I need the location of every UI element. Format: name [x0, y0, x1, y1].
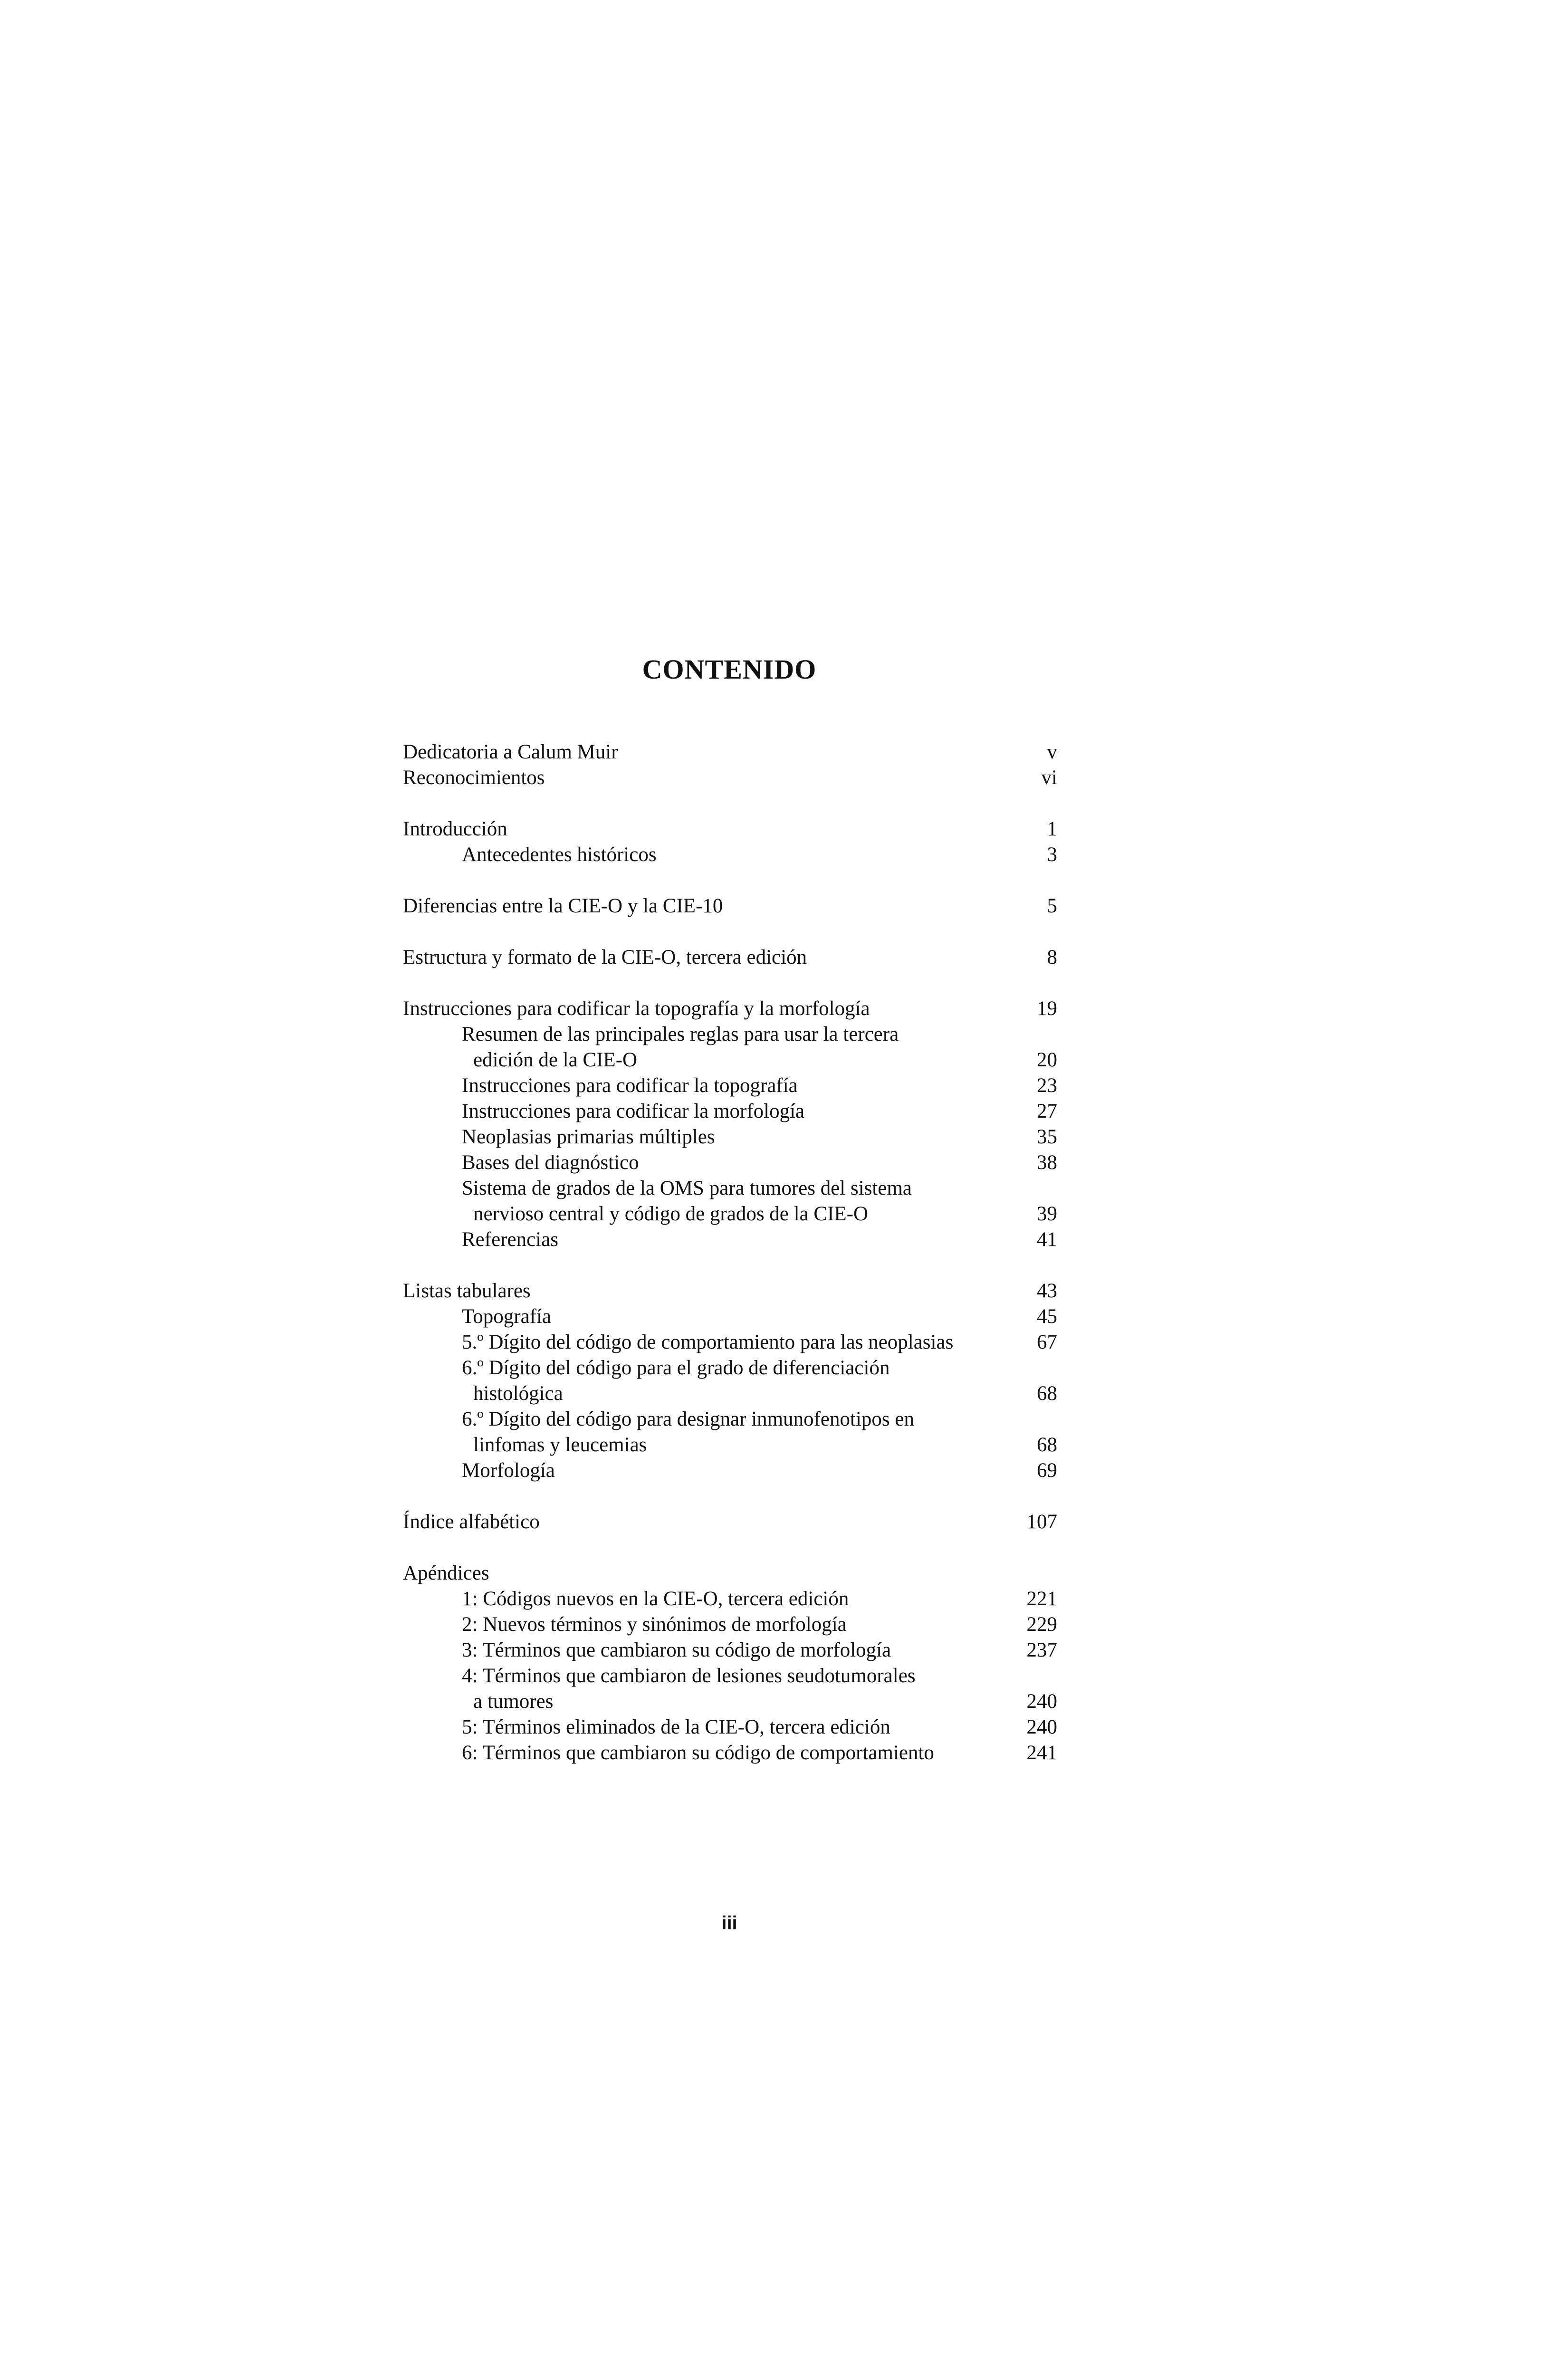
toc-entry-page-number: 20 [1037, 1049, 1057, 1071]
toc-entry-title: Neoplasias primarias múltiples [462, 1126, 715, 1148]
section-gap [403, 791, 1057, 816]
section-gap [403, 919, 1057, 945]
toc-entry-title: nervioso central y código de grados de la CIE-O [473, 1203, 869, 1225]
toc-entry-title: Instrucciones para codificar la topografía [462, 1074, 798, 1097]
toc-entry [403, 1176, 1057, 1201]
toc-entry-page-number: 221 [1026, 1588, 1057, 1610]
toc-entry-title: 6.º Dígito del código para designar inmunofenotipos en [462, 1408, 914, 1430]
toc-entry-page-number: 229 [1026, 1613, 1057, 1636]
toc-entry [403, 816, 1057, 842]
toc-entry-page-number: vi [1041, 766, 1057, 789]
toc-entry-title: Apéndices [403, 1562, 489, 1584]
toc-entry [403, 842, 1057, 868]
toc-entry-title: 6: Términos que cambiaron su código de comportamiento [462, 1742, 934, 1764]
toc-entry-title: 4: Términos que cambiaron de lesiones seudotumorales [462, 1665, 916, 1687]
toc-entry [403, 1663, 1057, 1689]
toc-entry-title: Instrucciones para codificar la morfología [462, 1100, 805, 1122]
toc-entry-page-number: v [1047, 741, 1057, 763]
toc-entry [403, 739, 1057, 765]
toc-entry-page-number: 23 [1037, 1074, 1057, 1097]
toc-entry [403, 1458, 1057, 1484]
toc-entry-page-number: 107 [1026, 1511, 1057, 1533]
toc-entry [403, 1432, 1057, 1458]
toc-entry-page-number: 27 [1037, 1100, 1057, 1122]
toc-entry-title: a tumores [473, 1690, 554, 1713]
toc-entry [403, 1612, 1057, 1638]
page-title: CONTENIDO [642, 654, 817, 685]
toc-entry [403, 1355, 1057, 1381]
table-of-contents [403, 739, 1057, 1766]
toc-entry-title: Diferencias entre la CIE-O y la CIE-10 [403, 895, 723, 917]
toc-entry [403, 945, 1057, 970]
toc-entry [403, 1638, 1057, 1663]
toc-entry [403, 1073, 1057, 1099]
section-gap [403, 1253, 1057, 1278]
toc-entry [403, 1740, 1057, 1766]
toc-entry [403, 1150, 1057, 1176]
toc-entry-title: Listas tabulares [403, 1280, 531, 1302]
toc-entry-page-number: 1 [1047, 818, 1057, 840]
toc-entry-title: Referencias [462, 1228, 558, 1251]
toc-entry-title: 5.º Dígito del código de comportamiento para las neoplasias [462, 1331, 954, 1353]
toc-entry-page-number: 3 [1047, 843, 1057, 866]
section-gap [403, 970, 1057, 996]
page-number: iii [721, 1913, 737, 1934]
toc-entry-page-number: 5 [1047, 895, 1057, 917]
toc-entry-page-number: 240 [1026, 1690, 1057, 1713]
toc-entry-page-number: 69 [1037, 1459, 1057, 1482]
toc-entry-page-number: 68 [1037, 1382, 1057, 1405]
toc-entry [403, 1689, 1057, 1715]
toc-entry [403, 1124, 1057, 1150]
toc-entry-title: 1: Códigos nuevos en la CIE-O, tercera edición [462, 1588, 849, 1610]
toc-entry-page-number: 68 [1037, 1434, 1057, 1456]
section-gap [403, 868, 1057, 893]
toc-entry [403, 1586, 1057, 1612]
toc-entry-title: Topografía [462, 1305, 552, 1328]
toc-entry-title: Sistema de grados de la OMS para tumores del sistema [462, 1177, 912, 1199]
toc-entry-title: 6.º Dígito del código para el grado de diferenciación [462, 1357, 890, 1379]
toc-entry-page-number: 237 [1026, 1639, 1057, 1661]
section-gap [403, 1484, 1057, 1509]
toc-entry-page-number: 43 [1037, 1280, 1057, 1302]
toc-entry-page-number: 67 [1037, 1331, 1057, 1353]
toc-entry-title: histológica [473, 1382, 563, 1405]
toc-entry [403, 1278, 1057, 1304]
toc-entry-title: Índice alfabético [403, 1511, 540, 1533]
toc-entry [403, 1201, 1057, 1227]
toc-entry-title: linfomas y leucemias [473, 1434, 647, 1456]
toc-entry-title: Instrucciones para codificar la topografía y la morfología [403, 997, 870, 1020]
toc-entry-page-number: 240 [1026, 1716, 1057, 1738]
toc-entry-title: 2: Nuevos términos y sinónimos de morfología [462, 1613, 847, 1636]
toc-entry-title: Bases del diagnóstico [462, 1151, 639, 1174]
toc-entry [403, 1407, 1057, 1432]
toc-entry [403, 1381, 1057, 1407]
toc-entry-page-number: 41 [1037, 1228, 1057, 1251]
toc-entry [403, 1047, 1057, 1073]
toc-entry [403, 1509, 1057, 1535]
toc-entry-title: Introducción [403, 818, 507, 840]
toc-entry-title: 5: Términos eliminados de la CIE-O, tercera edición [462, 1716, 890, 1738]
toc-entry-title: Morfología [462, 1459, 555, 1482]
toc-entry-page-number: 19 [1037, 997, 1057, 1020]
toc-entry-page-number: 38 [1037, 1151, 1057, 1174]
toc-entry-title: Reconocimientos [403, 766, 545, 789]
toc-entry [403, 1022, 1057, 1047]
toc-entry [403, 996, 1057, 1022]
toc-entry-title: edición de la CIE-O [473, 1049, 638, 1071]
toc-entry-page-number: 35 [1037, 1126, 1057, 1148]
toc-entry [403, 1227, 1057, 1253]
toc-entry-page-number: 39 [1037, 1203, 1057, 1225]
toc-entry [403, 1304, 1057, 1330]
toc-entry [403, 1099, 1057, 1124]
toc-entry [403, 765, 1057, 791]
toc-entry-title: Dedicatoria a Calum Muir [403, 741, 618, 763]
toc-entry [403, 1330, 1057, 1355]
section-gap [403, 1535, 1057, 1561]
toc-entry-page-number: 241 [1026, 1742, 1057, 1764]
toc-entry [403, 1561, 1057, 1586]
toc-entry-page-number: 8 [1047, 946, 1057, 968]
toc-entry-title: Antecedentes históricos [462, 843, 657, 866]
toc-entry [403, 1715, 1057, 1740]
toc-entry-title: Estructura y formato de la CIE-O, tercera edición [403, 946, 807, 968]
toc-entry [403, 893, 1057, 919]
toc-entry-title: 3: Términos que cambiaron su código de morfología [462, 1639, 891, 1661]
toc-entry-page-number: 45 [1037, 1305, 1057, 1328]
toc-entry-title: Resumen de las principales reglas para usar la tercera [462, 1023, 899, 1045]
